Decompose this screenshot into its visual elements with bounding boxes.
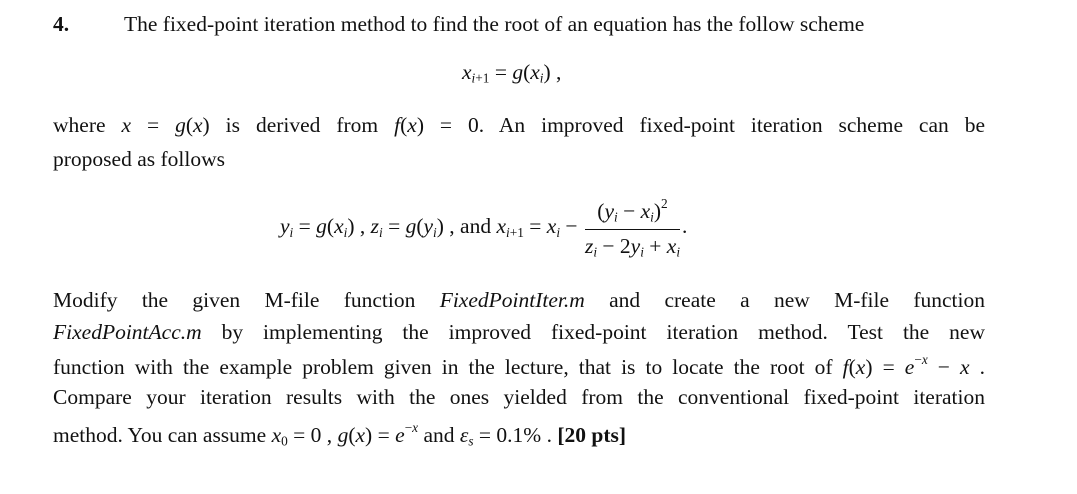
improved-scheme-equation: $y_i = g(x_i)$ , $z_i = g(y_i)$ , and $x_{i+1} = x_i$ − $\frac{(y_i - x_i)^2}{z_i - 2y_i + x_i}$ .: [280, 196, 688, 260]
file-old: FixedPointIter.m: [439, 288, 585, 312]
fraction-numerator: $(y_i - x_i)^2$: [585, 196, 680, 230]
fraction-denominator: $z_i - 2y_i + x_i$: [584, 233, 681, 260]
derived-from-line: where x = g(x) is derived from f(x) = 0. An improved fixed-point iteration scheme can be: [53, 113, 986, 137]
math-x-eq-g: x = g(x): [121, 113, 210, 137]
task-line-3: function with the example problem given in the lecture, that is to locate the root of $f(x) = e^{-x} - x$ .: [53, 352, 985, 379]
scheme-equation: $x_{i+1} = g(x_i)$ ,: [462, 60, 562, 86]
fraction: [585, 196, 680, 260]
and-word: and: [460, 214, 492, 239]
assume-values: $x_0 = 0$ , $g(x) = e^{-x}$ and $\varepsilon_s = 0.1\%$ .: [271, 420, 558, 449]
proposed-line: proposed as follows: [53, 147, 225, 171]
task-line-1: Modify the given M-file function FixedPointIter.m and create a new M-file function: [53, 288, 985, 312]
task-line-2: FixedPointAcc.m by implementing the improved fixed-point iteration method. Test the new: [53, 320, 985, 344]
task-line-4: Compare your iteration results with the ones yielded from the conventional fixed-point iteration: [53, 385, 985, 409]
file-new: FixedPointAcc.m: [53, 320, 202, 344]
intro-text: The fixed-point iteration method to find the root of an equation has the follow scheme: [124, 12, 865, 36]
task-line-5: method. You can assume $x_0 = 0$ , $g(x) = e^{-x}$ and $\varepsilon_s = 0.1\%$ . [20 pts]: [53, 420, 627, 449]
test-function: $f(x) = e^{-x} - x$ .: [842, 352, 985, 379]
points-label: [20 pts]: [557, 422, 627, 447]
problem-number: 4.: [53, 12, 70, 36]
math-f-eq-0: f(x) = 0: [394, 113, 479, 137]
